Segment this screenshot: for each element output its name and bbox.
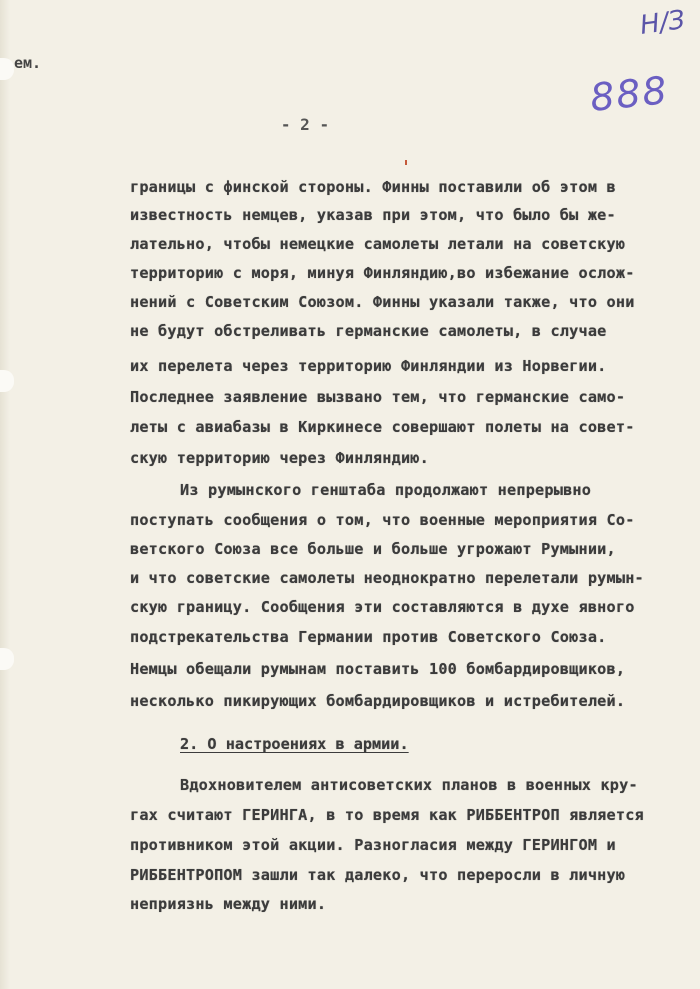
punch-hole (0, 370, 14, 392)
text-line: поступать сообщения о том, что военные мероприятия Со- (130, 511, 635, 529)
text-line: неприязнь между ними. (130, 895, 327, 913)
text-line: леты с авиабазы в Киркинесе совершают полеты на совет- (130, 418, 635, 436)
page-edge-shadow (0, 0, 10, 989)
text-line: гах считают ГЕРИНГА, в то время как РИББЕНТРОП является (130, 806, 644, 824)
text-line: РИББЕНТРОПОМ зашли так далеко, что переросли в личную (130, 866, 626, 884)
text-line: границы с финской стороны. Финны поставили об этом в (130, 178, 616, 196)
section-heading: 2. О настроениях в армии. (180, 735, 409, 753)
text-line: скую территорию через Финляндию. (130, 449, 429, 467)
text-line: и что советские самолеты неоднократно перелетали румын- (130, 569, 644, 587)
text-line: их перелета через территорию Финляндии из Норвегии. (130, 357, 607, 375)
text-line: известность немцев, указав при этом, что было бы же- (130, 206, 616, 224)
text-line: противником этой акции. Разногласия между ГЕРИНГОМ и (130, 836, 616, 854)
text-line: ветского Союза все больше и больше угрожают Румынии, (130, 540, 616, 558)
handwritten-corner-code: Н/З (638, 5, 687, 41)
text-line: территорию с моря, минуя Финляндию,во избежание ослож- (130, 264, 635, 282)
red-pencil-mark (405, 160, 407, 165)
handwritten-archive-number: 888 (587, 68, 671, 120)
punch-hole (0, 58, 14, 80)
page-number: - 2 - (280, 115, 330, 134)
text-line: несколько пикирующих бомбардировщиков и истребителей. (130, 692, 626, 710)
punch-hole (0, 648, 14, 670)
text-line: Немцы обещали румынам поставить 100 бомбардировщиков, (130, 660, 626, 678)
text-line: лательно, чтобы немецкие самолеты летали на советскую (130, 235, 626, 253)
text-line: подстрекательства Германии против Советского Союза. (130, 628, 607, 646)
text-line: Из румынского генштаба продолжают непрерывно (180, 481, 592, 499)
text-line: Последнее заявление вызвано тем, что германские само- (130, 388, 626, 406)
text-line: нений с Советским Союзом. Финны указали также, что они (130, 293, 635, 311)
margin-text-fragment: ем. (14, 54, 42, 72)
text-line: Вдохновителем антисоветских планов в военных кру- (180, 776, 638, 794)
text-line: не будут обстреливать германские самолеты, в случае (130, 322, 607, 340)
text-line: скую границу. Сообщения эти составляются в духе явного (130, 598, 635, 616)
